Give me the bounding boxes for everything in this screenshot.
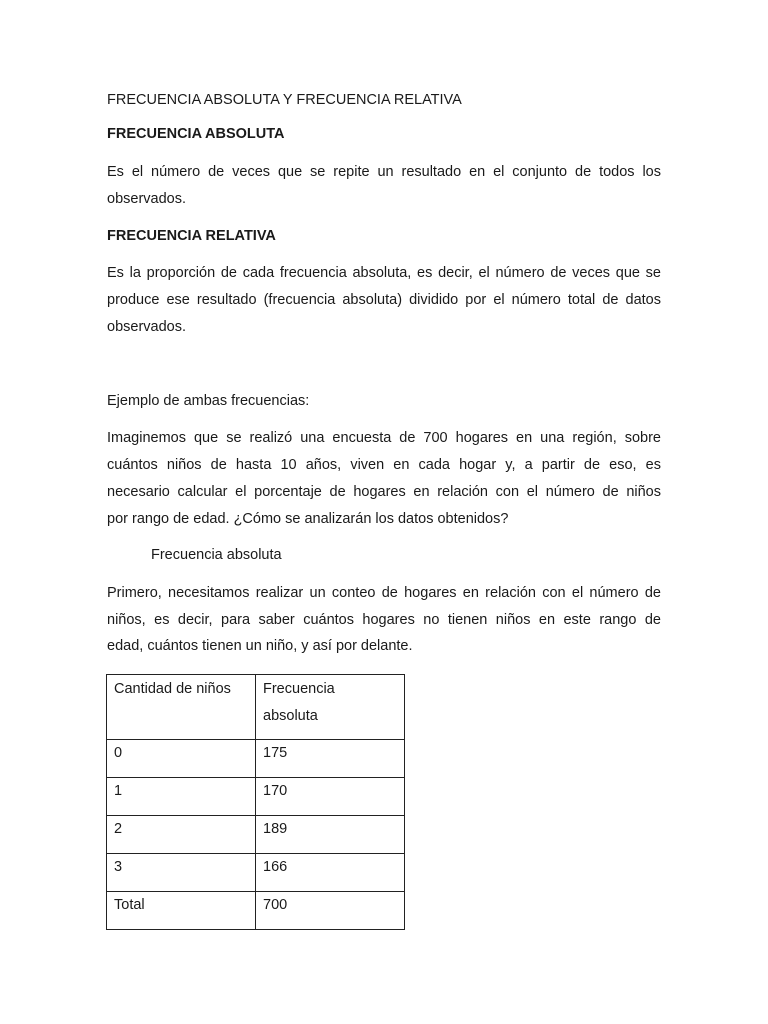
paragraph-line: observados.: [107, 191, 186, 207]
table-cell: 700: [256, 892, 405, 930]
document-title: FRECUENCIA ABSOLUTA Y FRECUENCIA RELATIVA: [107, 92, 462, 108]
subheading-frecuencia-absoluta: Frecuencia absoluta: [151, 547, 282, 563]
frequency-table: [106, 674, 405, 930]
paragraph-line: niños, es decir, para saber cuántos hogares no tienen niños en este rango de: [107, 612, 661, 628]
paragraph-line: Imaginemos que se realizó una encuesta de 700 hogares en una región, sobre: [107, 430, 661, 446]
table-cell: 3: [107, 854, 256, 892]
table-cell: 0: [107, 740, 256, 778]
table-cell: 170: [256, 778, 405, 816]
paragraph-line: edad, cuántos tienen un niño, y así por delante.: [107, 638, 413, 654]
paragraph-line: cuántos niños de hasta 10 años, viven en cada hogar y, a partir de eso, es: [107, 457, 661, 473]
paragraph-line: Es la proporción de cada frecuencia absoluta, es decir, el número de veces que se: [107, 265, 661, 281]
paragraph-line: necesario calcular el porcentaje de hogares en relación con el número de niños: [107, 484, 661, 500]
section-heading-relativa: FRECUENCIA RELATIVA: [107, 228, 276, 244]
paragraph-line: Primero, necesitamos realizar un conteo de hogares en relación con el número de: [107, 585, 661, 601]
table-header-cell: [256, 675, 405, 740]
table-cell: Total: [107, 892, 256, 930]
example-heading: Ejemplo de ambas frecuencias:: [107, 393, 310, 409]
table-row: [107, 854, 405, 892]
header-frecuencia: Frecuencia: [263, 681, 335, 697]
paragraph-line: por rango de edad. ¿Cómo se analizarán los datos obtenidos?: [107, 511, 509, 527]
section-heading-absoluta: FRECUENCIA ABSOLUTA: [107, 126, 285, 142]
paragraph-line: Es el número de veces que se repite un resultado en el conjunto de todos los: [107, 164, 661, 180]
table-header-row: [107, 675, 405, 740]
table-cell: 2: [107, 816, 256, 854]
table-row: [107, 778, 405, 816]
table-cell: 166: [256, 854, 405, 892]
table-header-cell: [107, 675, 256, 740]
table-cell: 189: [256, 816, 405, 854]
table-row: [107, 892, 405, 930]
table-cell: 1: [107, 778, 256, 816]
header-cantidad-ninos: Cantidad de niños: [114, 681, 231, 697]
paragraph-line: produce ese resultado (frecuencia absoluta) dividido por el número total de datos: [107, 292, 661, 308]
table-cell: 175: [256, 740, 405, 778]
table-row: [107, 816, 405, 854]
paragraph-line: observados.: [107, 319, 186, 335]
table-row: [107, 740, 405, 778]
header-absoluta: absoluta: [263, 708, 318, 724]
